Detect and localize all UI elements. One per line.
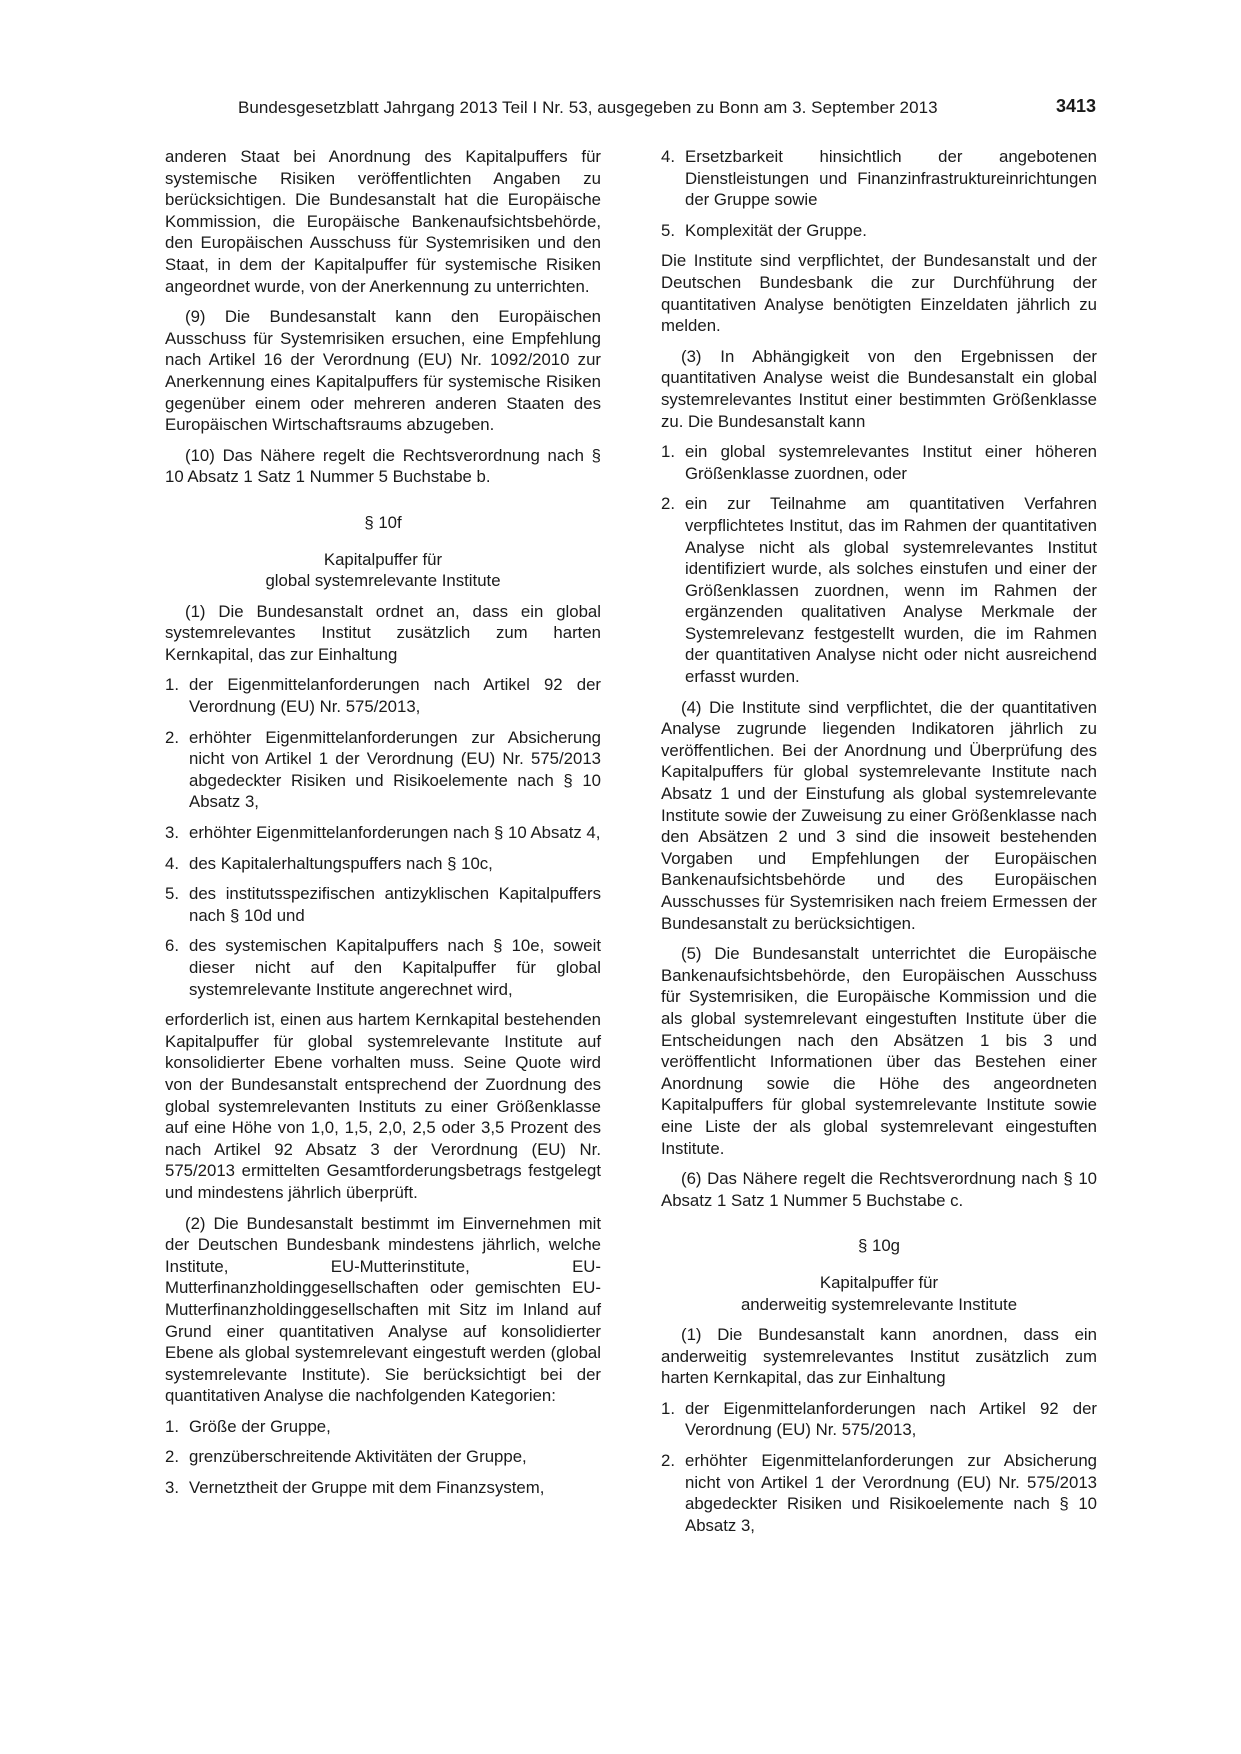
list-text: der Eigenmittelanforderungen nach Artikel 92 der Verordnung (EU) Nr. 575/2013, <box>189 675 601 717</box>
list-number: 1. <box>661 442 675 462</box>
paragraph-4: (4) Die Institute sind verpflichtet, die der quantitativen Analyse zugrunde liegenden Indikatoren jährlich zu veröffentlichen. Bei der Anordnung und Überprüfung des Kapitalpuffers für global systemrelevante Institute nach Absatz 1 und der Einstufung als global systemrelevante Institute sowie der Zuweisung zu einer Größenklasse nach den Absätzen 2 und 3 sind die insoweit bestehenden Vorgaben und Empfehlungen der Europäischen Bankenaufsichtsbehörde und des Europäischen Ausschusses für Systemrisiken nach freiem Ermessen der Bundesanstalt zu berücksichtigen. <box>661 697 1097 933</box>
list-item <box>661 146 1097 211</box>
list-item <box>661 441 1097 484</box>
list-number: 1. <box>661 1398 675 1418</box>
left-column <box>165 146 601 1508</box>
section-title-line-2: global systemrelevante Institute <box>265 571 501 591</box>
paragraph-6: (6) Das Nähere regelt die Rechtsverordnung nach § 10 Absatz 1 Satz 1 Nummer 5 Buchstabe c. <box>661 1169 1097 1210</box>
paragraph-10: (10) Das Nähere regelt die Rechtsverordnung nach § 10 Absatz 1 Satz 1 Nummer 5 Buchstabe b. <box>165 445 601 487</box>
section-title-10g <box>661 1272 1097 1315</box>
list-item <box>165 853 601 875</box>
list-item <box>165 883 601 926</box>
list-number: 2. <box>165 1447 179 1467</box>
list-item <box>661 1398 1097 1441</box>
list-text: Größe der Gruppe, <box>189 1416 331 1436</box>
right-column <box>661 146 1097 1545</box>
paragraph-1: (1) Die Bundesanstalt ordnet an, dass ein global systemrelevantes Institut zusätzlich zum harten Kernkapital, das zur Einhaltung <box>165 601 601 664</box>
section-title-line-2: anderweitig systemrelevante Institute <box>740 1294 1018 1314</box>
category-list <box>165 1416 601 1499</box>
paragraph-9: (9) Die Bundesanstalt kann den Europäischen Ausschuss für Systemrisiken ersuchen, eine Empfehlung nach Artikel 16 der Verordnung (EU) Nr. 1092/2010 zur Anerkennung eines Kapitalpuffers für systemische Risiken gegenüber einem oder mehreren anderen Staaten des Europäischen Wirtschaftsraums abzugeben. <box>165 307 601 435</box>
paragraph-3: (3) In Abhängigkeit von den Ergebnissen der quantitativen Analyse weist die Bundesanstalt ein global systemrelevantes Institut einer bestimmten Größenklasse zu. Die Bundesanstalt kann <box>661 346 1097 431</box>
list-text: ein zur Teilnahme am quantitativen Verfahren verpflichtetes Institut, das im Rahmen der quantitativen Analyse nicht als global systemrelevantes Institut identifiziert wurde, als solches einstufen und einer der Größenklassen zuordnen, wenn im Rahmen der ergänzenden qualitativen Analyse Merkmale der Systemrelevanz festgestellt wurden, die im Rahmen der quantitativen Analyse nicht oder nicht ausreichend erfasst wurden. <box>685 494 1097 687</box>
section-title-10f <box>165 549 601 592</box>
requirements-list <box>165 674 601 1000</box>
list-number: 1. <box>165 675 179 695</box>
list-item <box>165 1477 601 1499</box>
list-text: des systemischen Kapitalpuffers nach § 10e, soweit dieser nicht auf den Kapitalpuffer für global systemrelevante Institute angerechnet wird, <box>189 936 601 999</box>
list-item <box>165 727 601 813</box>
list-number: 6. <box>165 936 179 956</box>
section-title-line-1: Kapitalpuffer für <box>323 549 443 569</box>
list-item <box>165 674 601 717</box>
list-text: der Eigenmittelanforderungen nach Artikel 92 der Verordnung (EU) Nr. 575/2013, <box>685 1398 1097 1440</box>
page-number: 3413 <box>1055 96 1096 116</box>
list-item <box>165 1416 601 1438</box>
list-text: ein global systemrelevantes Institut einer höheren Größenklasse zuordnen, oder <box>685 442 1097 483</box>
list-number: 2. <box>661 494 675 514</box>
section-heading-10f: § 10f <box>364 512 402 532</box>
paragraph-2: (2) Die Bundesanstalt bestimmt im Einvernehmen mit der Deutschen Bundesbank mindestens jährlich, welche Institute, EU-Mutterinstitute, EU-Mutterfinanzholdinggesellschaften oder gemischten EU-Mutterfinanzholdinggesellschaften mit Sitz im Inland auf Grund einer quantitativen Analyse auf konsolidierter Ebene als global systemrelevant eingestuft werden (global systemrelevante Institute). Sie berücksichtigt bei der quantitativen Analyse die nachfolgenden Kategorien: <box>165 1213 601 1406</box>
paragraph-continuation: anderen Staat bei Anordnung des Kapitalpuffers für systemische Risiken veröffentlichten Angaben zu berücksichtigen. Die Bundesanstalt hat die Europäische Kommission, die Europäische Bankenaufsichtsbehörde, den Europäischen Ausschuss für Systemrisiken und den Staat, in dem der Kapitalpuffer für systemische Risiken angeordnet wurde, von der Anerkennung zu unterrichten. <box>165 147 601 296</box>
classification-list <box>661 441 1097 688</box>
list-item <box>165 822 601 844</box>
gazette-title: Bundesgesetzblatt Jahrgang 2013 Teil I Nr. 53, ausgegeben zu Bonn am 3. September 2013 <box>238 98 938 117</box>
list-text: Ersetzbarkeit hinsichtlich der angebotenen Dienstleistungen und Finanzinfrastruktureinrichtungen der Gruppe sowie <box>685 147 1097 210</box>
list-number: 3. <box>165 823 179 843</box>
paragraph-5: (5) Die Bundesanstalt unterrichtet die Europäische Bankenaufsichtsbehörde, den Europäischen Ausschuss für Systemrisiken, die Europäische Kommission und die als global systemrelevant eingestuften Institute über die Entscheidungen nach den Absätzen 1 bis 3 und veröffentlicht Informationen über das Bestehen einer Anordnung sowie die Höhe des angeordneten Kapitalpuffers für global systemrelevante Institute sowie eine Liste der als global systemrelevant eingestuften Institute. <box>661 944 1097 1158</box>
list-number: 2. <box>661 1451 675 1471</box>
list-text: erhöhter Eigenmittelanforderungen zur Absicherung nicht von Artikel 1 der Verordnung (EU) Nr. 575/2013 abgedeckter Risiken und Risikoelemente nach § 10 Absatz 3, <box>685 1451 1097 1535</box>
list-number: 5. <box>165 884 179 904</box>
section-title-line-1: Kapitalpuffer für <box>819 1272 939 1292</box>
list-number: 1. <box>165 1416 179 1436</box>
paragraph-1: (1) Die Bundesanstalt kann anordnen, dass ein anderweitig systemrelevantes Institut zusätzlich zum harten Kernkapital, das zur Einhaltung <box>661 1325 1097 1388</box>
list-item <box>661 220 1097 242</box>
list-number: 5. <box>661 220 675 240</box>
list-item <box>661 493 1097 687</box>
list-item <box>165 935 601 1000</box>
list-text: des Kapitalerhaltungspuffers nach § 10c, <box>189 853 493 873</box>
requirements-list <box>661 1398 1097 1537</box>
list-number: 3. <box>165 1478 179 1498</box>
list-text: des institutsspezifischen antizyklischen Kapitalpuffers nach § 10d und <box>189 884 601 925</box>
list-text: Komplexität der Gruppe. <box>685 220 867 240</box>
list-text: grenzüberschreitende Aktivitäten der Gruppe, <box>189 1447 527 1467</box>
list-text: Vernetztheit der Gruppe mit dem Finanzsystem, <box>189 1478 545 1498</box>
list-number: 2. <box>165 727 179 747</box>
page-header <box>163 98 1096 126</box>
list-text: erhöhter Eigenmittelanforderungen nach § 10 Absatz 4, <box>189 823 601 843</box>
list-number: 4. <box>661 147 675 166</box>
list-item <box>165 1446 601 1468</box>
list-item <box>661 1450 1097 1536</box>
list-text: erhöhter Eigenmittelanforderungen zur Absicherung nicht von Artikel 1 der Verordnung (EU) Nr. 575/2013 abgedeckter Risiken und Risikoelemente nach § 10 Absatz 3, <box>189 727 601 812</box>
category-list-continuation <box>661 146 1097 241</box>
list-number: 4. <box>165 853 179 873</box>
paragraph-2-continuation: Die Institute sind verpflichtet, der Bundesanstalt und der Deutschen Bundesbank die zur Durchführung der quantitativen Analyse benötigten Einzeldaten jährlich zu melden. <box>661 251 1097 336</box>
paragraph-1-continuation: erforderlich ist, einen aus hartem Kernkapital bestehenden Kapitalpuffer für global systemrelevante Institute auf konsolidierter Ebene vorhalten muss. Seine Quote wird von der Bundesanstalt entsprechend der Zuordnung des global systemrelevanten Instituts zu einer Größenklasse auf eine Höhe von 1,0, 1,5, 2,0, 2,5 oder 3,5 Prozent des nach Artikel 92 Absatz 3 der Verordnung (EU) Nr. 575/2013 ermittelten Gesamtforderungsbetrags festgelegt und mindestens jährlich überprüft. <box>165 1010 601 1202</box>
section-heading-10g: § 10g <box>858 1236 900 1256</box>
